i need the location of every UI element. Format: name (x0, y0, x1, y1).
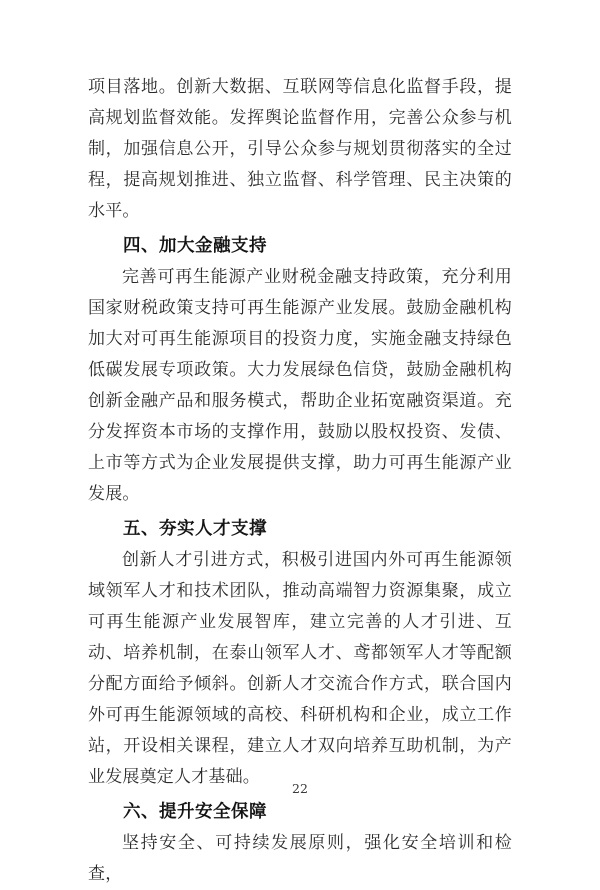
paragraph-talent-support: 创新人才引进方式，积极引进国内外可再生能源领域领军人才和技术团队，推动高端智力资源集聚，成立可再生能源产业发展智库，建立完善的人才引进、互动、培养机制，在泰山领军人才、鸢都领军人才等配额分配方面给予倾斜。创新人才交流合作方式，联合国内外可再生能源领域的高校、科研机构和企业，成立工作站，开设相关课程，建立人才双向培养互助机制，为产业发展奠定人才基础。 (88, 550, 512, 787)
page-number: 22 (292, 781, 308, 796)
paragraph-financial-support: 完善可再生能源产业财税金融支持政策，充分利用国家财税政策支持可再生能源产业发展。鼓励金融机构加大对可再生能源项目的投资力度，实施金融支持绿色低碳发展专项政策。大力发展绿色信贷，鼓励金融机构创新金融产品和服务模式，帮助企业拓宽融资渠道。充分发挥资本市场的支撑作用，鼓励以股权投资、发债、上市等方式为企业发展提供支撑，助力可再生能源产业发展。 (88, 267, 512, 504)
section-heading-financial-support: 四、加大金融支持 (123, 236, 267, 256)
paragraph-planning-supervision-continued: 项目落地。创新大数据、互联网等信息化监督手段，提高规划监督效能。发挥舆论监督作用，完善公众参与机制，加强信息公开，引导公众参与规划贯彻落实的全过程，提高规划推进、独立监督、科学管理、民主决策的水平。 (88, 77, 512, 221)
section-heading-safety-guarantee: 六、提升安全保障 (123, 802, 267, 822)
section-heading-talent-support: 五、夯实人才支撑 (123, 519, 267, 539)
paragraph-safety-guarantee: 坚持安全、可持续发展原则，强化安全培训和检查， (88, 833, 512, 884)
document-content (88, 72, 512, 890)
